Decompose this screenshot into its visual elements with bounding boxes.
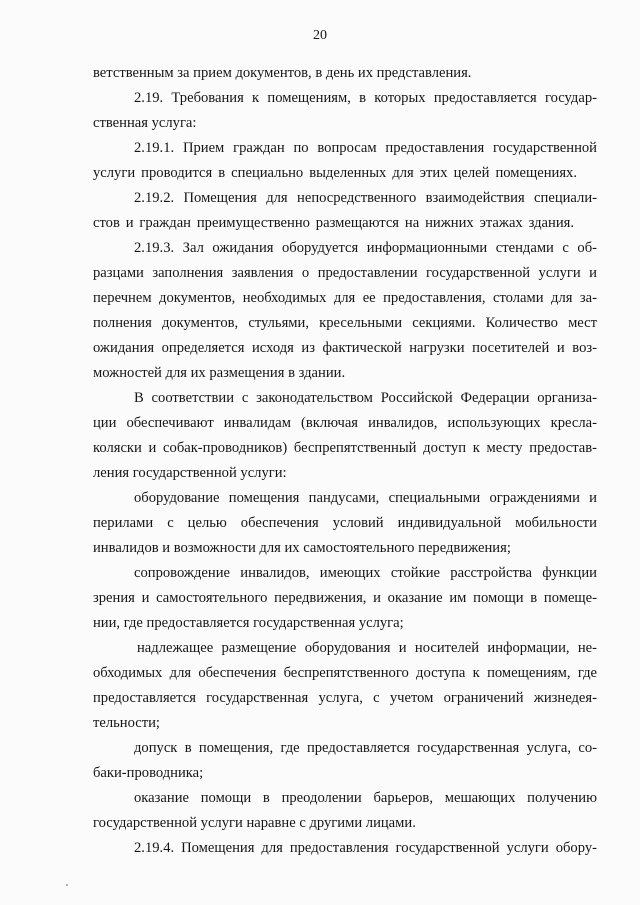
text-line: инвалидов и возможности для их самостоятельного передвижения; [93, 540, 511, 556]
text-line: оборудование помещения пандусами, специальными ограждениями и [134, 490, 597, 506]
text-line: разцами заполнения заявления о предоставлении государственной услуги и [93, 265, 597, 281]
text-line: сопровождение инвалидов, имеющих стойкие расстройства функции [134, 565, 597, 581]
text-line: 2.19. Требования к помещениям, в которых предоставляется государ- [134, 90, 597, 106]
text-line: зрения и самостоятельного передвижения, и оказание им помощи в помеще- [93, 590, 597, 606]
text-line: государственной услуги наравне с другими лицами. [93, 815, 416, 831]
text-line: нии, где предоставляется государственная услуга; [93, 615, 404, 631]
page-number: 20 [313, 28, 327, 43]
text-line: 2.19.2. Помещения для непосредственного взаимодействия специали- [134, 190, 597, 206]
text-line: стов и граждан преимущественно размещаются на нижних этажах здания. [93, 215, 574, 231]
text-line: коляски и собак-проводников) беспрепятственный доступ к месту предостав- [93, 440, 597, 456]
text-line: ожидания определяется исходя из фактической нагрузки посетителей и воз- [93, 340, 597, 356]
text-line: ственная услуга: [93, 115, 197, 131]
text-line: тельности; [93, 715, 160, 731]
text-line: допуск в помещения, где предоставляется государственная услуга, со- [134, 740, 597, 756]
text-line: перилами с целью обеспечения условий индивидуальной мобильности [93, 515, 597, 531]
scan-speck [66, 884, 68, 886]
text-line: ветственным за прием документов, в день их представления. [93, 65, 472, 81]
text-line: полнения документов, стульями, кресельными секциями. Количество мест [93, 315, 597, 331]
text-line: 2.19.3. Зал ожидания оборудуется информационными стендами с об- [134, 240, 597, 256]
text-line: 2.19.1. Прием граждан по вопросам предоставления государственной [134, 140, 597, 156]
text-line: ции обеспечивают инвалидам (включая инвалидов, использующих кресла- [93, 415, 597, 431]
text-line: оказание помощи в преодолении барьеров, мешающих получению [134, 790, 597, 806]
text-line: В соответствии с законодательством Российской Федерации организа- [134, 390, 597, 406]
text-line: 2.19.4. Помещения для предоставления государственной услуги обору- [134, 840, 597, 856]
text-line: ления государственной услуги: [93, 465, 287, 481]
text-line: услуги проводится в специально выделенных для этих целей помещениях. [93, 165, 577, 181]
text-line: обходимых для обеспечения беспрепятственного доступа к помещениям, где [93, 665, 597, 681]
text-line: можностей для их размещения в здании. [93, 365, 346, 381]
text-line: баки-проводника; [93, 765, 204, 781]
text-line: предоставляется государственная услуга, с учетом ограничений жизнедея- [93, 690, 597, 706]
text-line: надлежащее размещение оборудования и носителей информации, не- [137, 640, 597, 656]
text-line: перечнем документов, необходимых для ее предоставления, столами для за- [93, 290, 597, 306]
